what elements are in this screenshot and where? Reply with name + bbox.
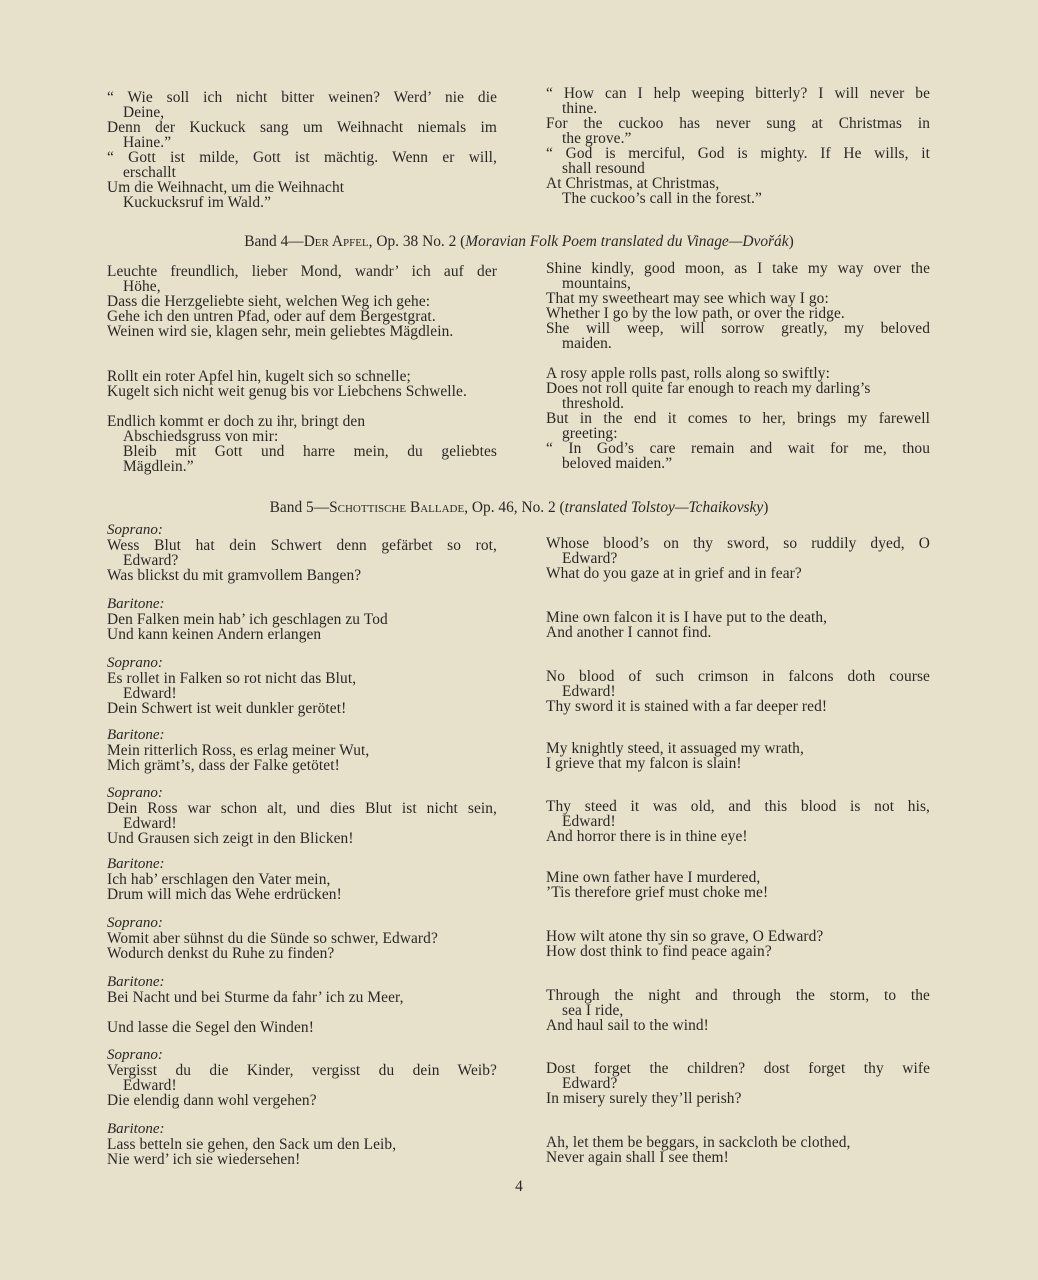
verse-line: “ Gott ist milde, Gott ist mächtig. Wenn er will,	[107, 149, 497, 166]
verse-line: Kugelt sich nicht weit genug bis vor Liebchens Schwelle.	[107, 383, 467, 400]
band5-opus: , Op. 46, No. 2 (	[464, 499, 565, 516]
band4-stanza-3-german	[107, 414, 497, 474]
band4-title: Der Apfel	[303, 233, 369, 250]
verse-line: Denn der Kuckuck sang um Weihnacht niemals im	[107, 119, 497, 136]
band5-stanza-german	[107, 1122, 497, 1167]
verse-line: My knightly steed, it assuaged my wrath,	[546, 740, 804, 757]
band5-stanza-german	[107, 975, 497, 1035]
verse-line: Edward!	[123, 1077, 177, 1094]
verse-line: Womit aber sühnst du die Sünde so schwer, Edward?	[107, 930, 438, 947]
verse-line: Haine.”	[123, 134, 172, 151]
band4-close: )	[788, 233, 794, 250]
band5-stanza-english	[546, 1135, 930, 1165]
verse-line: Vergisst du die Kinder, vergisst du dein Weib?	[107, 1062, 497, 1079]
band5-stanza-english	[546, 799, 930, 844]
verse-line: Was blickst du mit gramvollem Bangen?	[107, 567, 362, 584]
voice-role: Soprano:	[107, 1047, 163, 1063]
verse-line: Dass die Herzgeliebte sieht, welchen Weg ich gehe:	[107, 293, 431, 310]
verse-line: Um die Weihnacht, um die Weihnacht	[107, 179, 345, 196]
verse-line: And horror there is in thine eye!	[546, 828, 748, 845]
band5-stanza-german	[107, 728, 497, 773]
verse-line: mountains,	[562, 275, 631, 292]
german-lines	[107, 743, 497, 773]
verse-line: And haul sail to the wind!	[546, 1017, 709, 1034]
verse-line: “ In God’s care remain and wait for me, thou	[546, 440, 930, 457]
band4-heading	[0, 233, 1038, 251]
band5-source: translated Tolstoy—Tchaikovsky	[564, 499, 764, 516]
verse-line: Drum will mich das Wehe erdrücken!	[107, 886, 342, 903]
verse-line: Mine own father have I murdered,	[546, 869, 761, 886]
voice-role: Soprano:	[107, 785, 163, 801]
verse-line	[107, 1005, 497, 1020]
band5-close: )	[763, 499, 769, 516]
verse-line: thine.	[562, 100, 598, 117]
band5-label: Band 5	[269, 499, 314, 516]
verse-line: What do you gaze at in grief and in fear?	[546, 565, 802, 582]
german-lines	[107, 612, 497, 642]
verse-line: maiden.	[562, 335, 612, 352]
verse-line: the grove.”	[562, 130, 632, 147]
verse-line: Weinen wird sie, klagen sehr, mein geliebtes Mägdlein.	[107, 323, 454, 340]
verse-line: Does not roll quite far enough to reach my darling’s	[546, 380, 871, 397]
voice-role: Baritone:	[107, 1121, 165, 1137]
verse-line: Mine own falcon it is I have put to the death,	[546, 609, 828, 626]
band5-stanza-english	[546, 929, 930, 959]
verse-line: A rosy apple rolls past, rolls along so swiftly:	[546, 365, 830, 382]
verse-line: greeting:	[562, 425, 618, 442]
voice-role: Soprano:	[107, 915, 163, 931]
band4-label: Band 4	[244, 233, 289, 250]
band4-dash: —	[288, 233, 304, 250]
voice-role: Soprano:	[107, 655, 163, 671]
top-english	[546, 86, 930, 206]
verse-line: Bleib mit Gott und harre mein, du geliebtes	[123, 443, 497, 460]
verse-line: Edward!	[123, 815, 177, 832]
verse-line: Edward!	[562, 813, 616, 830]
verse-line: Die elendig dann wohl vergehen?	[107, 1092, 317, 1109]
voice-role: Baritone:	[107, 596, 165, 612]
voice-role: Baritone:	[107, 974, 165, 990]
verse-line: Endlich kommt er doch zu ihr, bringt den	[107, 413, 366, 430]
band5-stanza-english	[546, 1061, 930, 1106]
band5-stanza-english	[546, 610, 930, 640]
verse-line: That my sweetheart may see which way I go:	[546, 290, 829, 307]
verse-line: Mägdlein.”	[123, 458, 194, 475]
verse-line: At Christmas, at Christmas,	[546, 175, 720, 192]
verse-line: Thy steed it was old, and this blood is not his,	[546, 798, 930, 815]
verse-line: Nie werd’ ich sie wiedersehen!	[107, 1151, 301, 1168]
verse-line: Gehe ich den untren Pfad, oder auf dem Bergestgrat.	[107, 308, 436, 325]
verse-line: “ How can I help weeping bitterly? I will never be	[546, 85, 930, 102]
band5-stanza-german	[107, 857, 497, 902]
verse-line: Edward!	[123, 685, 177, 702]
verse-line: Und lasse die Segel den Winden!	[107, 1019, 314, 1036]
verse-line: And another I cannot find.	[546, 624, 712, 641]
verse-line: Edward?	[123, 552, 179, 569]
band5-stanza-german	[107, 786, 497, 846]
verse-line: ’Tis therefore grief must choke me!	[546, 884, 769, 901]
band5-stanza-german	[107, 597, 497, 642]
german-lines	[107, 801, 497, 846]
verse-line: In misery surely they’ll perish?	[546, 1090, 742, 1107]
verse-line: Edward?	[562, 1075, 618, 1092]
verse-line: “ God is merciful, God is mighty. If He wills, it	[546, 145, 930, 162]
german-lines	[107, 538, 497, 583]
band4-stanza-3-english	[546, 411, 930, 471]
verse-line: Kuckucksruf im Wald.”	[123, 194, 272, 211]
verse-line: Dein Ross war schon alt, und dies Blut ist nicht sein,	[107, 800, 497, 817]
band4-stanza-2-german	[107, 369, 497, 399]
band5-stanza-english	[546, 669, 930, 714]
voice-role: Baritone:	[107, 727, 165, 743]
verse-line: “ Wie soll ich nicht bitter weinen? Werd’ nie die	[107, 89, 497, 106]
verse-line: For the cuckoo has never sung at Christmas in	[546, 115, 930, 132]
voice-role: Soprano:	[107, 522, 163, 538]
band4-stanza-2-english	[546, 366, 930, 411]
band4-stanza-1-german	[107, 264, 497, 339]
verse-line: Ah, let them be beggars, in sackcloth be clothed,	[546, 1134, 851, 1151]
top-german	[107, 90, 497, 210]
verse-line: Whose blood’s on thy sword, so ruddily dyed, O	[546, 535, 930, 552]
page-number: 4	[515, 1178, 523, 1195]
verse-line: sea I ride,	[562, 1002, 624, 1019]
verse-line: Dein Schwert ist weit dunkler gerötet!	[107, 700, 347, 717]
german-lines	[107, 990, 497, 1035]
band5-stanza-german	[107, 1048, 497, 1108]
verse-line: No blood of such crimson in falcons doth course	[546, 668, 930, 685]
verse-line: Thy sword it is stained with a far deeper red!	[546, 698, 828, 715]
verse-line: Und Grausen sich zeigt in den Blicken!	[107, 830, 354, 847]
german-lines	[107, 1137, 497, 1167]
german-lines	[107, 671, 497, 716]
verse-line: Mich grämt’s, dass der Falke getötet!	[107, 757, 340, 774]
verse-line: Through the night and through the storm, to the	[546, 987, 930, 1004]
verse-line: Whether I go by the low path, or over the ridge.	[546, 305, 845, 322]
verse-line: I grieve that my falcon is slain!	[546, 755, 742, 772]
verse-line: Höhe,	[123, 278, 161, 295]
verse-line: Abschiedsgruss von mir:	[123, 428, 279, 445]
band5-stanza-english	[546, 536, 930, 581]
band5-stanza-english	[546, 870, 930, 900]
verse-line: How wilt atone thy sin so grave, O Edward?	[546, 928, 824, 945]
verse-line: Deine,	[123, 104, 165, 121]
verse-line: Und kann keinen Andern erlangen	[107, 626, 322, 643]
verse-line: Den Falken mein hab’ ich geschlagen zu Tod	[107, 611, 388, 628]
verse-line: Wodurch denkst du Ruhe zu finden?	[107, 945, 335, 962]
verse-line: beloved maiden.”	[562, 455, 673, 472]
german-lines	[107, 872, 497, 902]
verse-line: Never again shall I see them!	[546, 1149, 729, 1166]
band5-stanza-english	[546, 988, 930, 1033]
band4-opus: , Op. 38 No. 2 (	[368, 233, 466, 250]
verse-line: But in the end it comes to her, brings my farewell	[546, 410, 930, 427]
verse-line: Dost forget the children? dost forget thy wife	[546, 1060, 930, 1077]
verse-line: The cuckoo’s call in the forest.”	[562, 190, 762, 207]
verse-line: Rollt ein roter Apfel hin, kugelt sich so schnelle;	[107, 368, 411, 385]
band5-title: Schottische Ballade	[329, 499, 465, 516]
german-lines	[107, 1063, 497, 1108]
verse-line: She will weep, will sorrow greatly, my beloved	[546, 320, 930, 337]
band5-dash: —	[313, 499, 330, 516]
verse-line: Wess Blut hat dein Schwert denn gefärbet so rot,	[107, 537, 497, 554]
verse-line: erschallt	[123, 164, 177, 181]
band4-source: Moravian Folk Poem translated du Vinage—Dvořák	[465, 233, 789, 250]
band5-heading	[0, 499, 1038, 517]
band5-stanza-german	[107, 523, 497, 583]
verse-line: Lass betteln sie gehen, den Sack um den Leib,	[107, 1136, 397, 1153]
verse-line: Edward?	[562, 550, 618, 567]
band5-stanza-english	[546, 741, 930, 771]
verse-line: Leuchte freundlich, lieber Mond, wandr’ ich auf der	[107, 263, 497, 280]
verse-line: Ich hab’ erschlagen den Vater mein,	[107, 871, 331, 888]
verse-line: Shine kindly, good moon, as I take my way over the	[546, 260, 930, 277]
verse-line: threshold.	[562, 395, 625, 412]
verse-line: Bei Nacht und bei Sturme da fahr’ ich zu Meer,	[107, 989, 404, 1006]
verse-line: How dost think to find peace again?	[546, 943, 772, 960]
voice-role: Baritone:	[107, 856, 165, 872]
band4-stanza-1-english	[546, 261, 930, 351]
band5-stanza-german	[107, 916, 497, 961]
verse-line: Mein ritterlich Ross, es erlag meiner Wut,	[107, 742, 370, 759]
german-lines	[107, 931, 497, 961]
band5-stanza-german	[107, 656, 497, 716]
verse-line: shall resound	[562, 160, 645, 177]
verse-line: Es rollet in Falken so rot nicht das Blut,	[107, 670, 357, 687]
verse-line: Edward!	[562, 683, 616, 700]
